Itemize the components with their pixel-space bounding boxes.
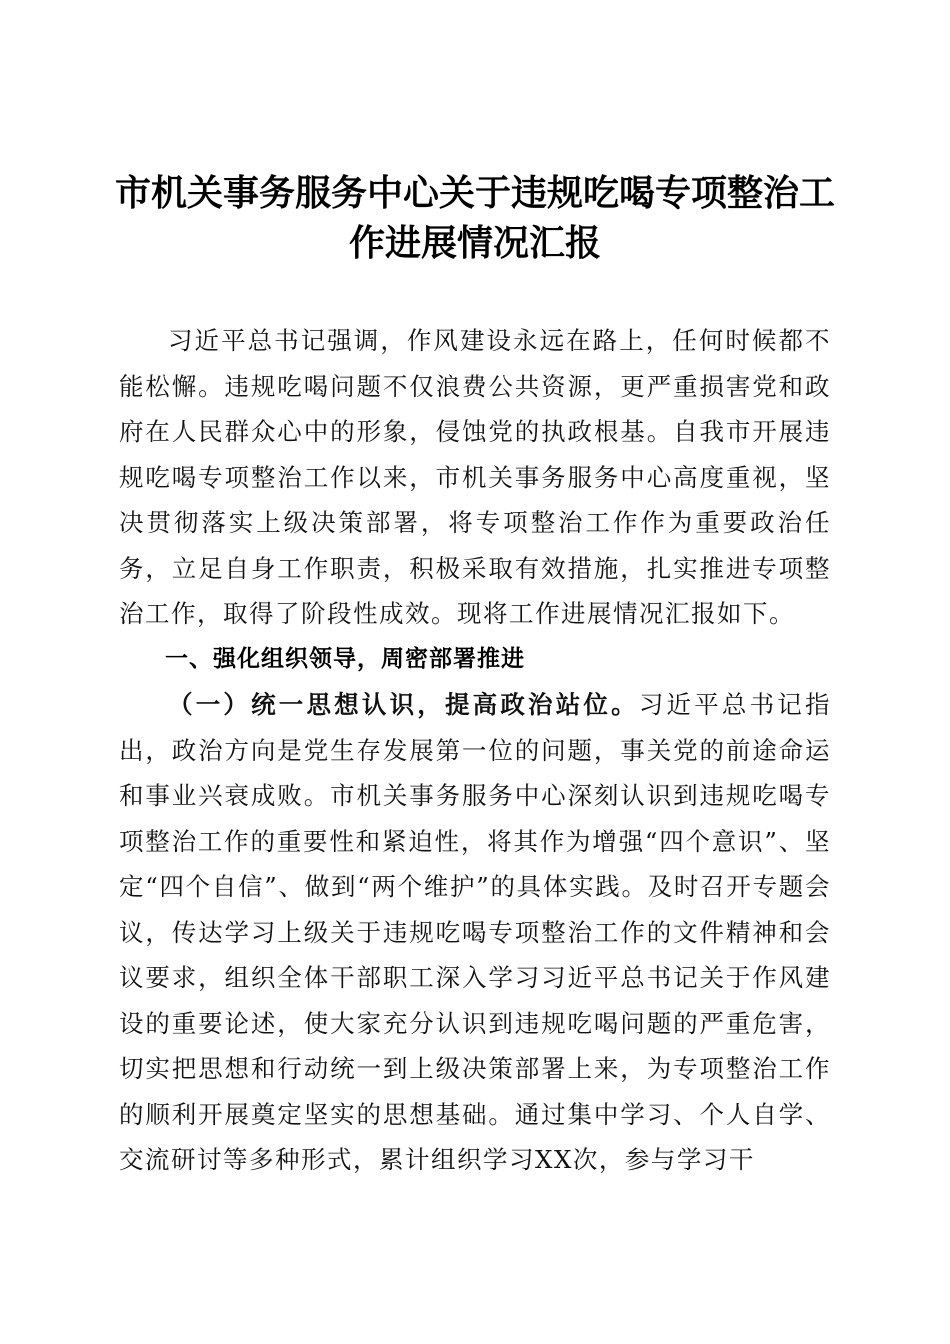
subheading-1: （一）统一思想认识，提高政治站位。 xyxy=(168,690,639,719)
intro-paragraph: 习近平总书记强调，作风建设永远在路上，任何时候都不能松懈。违规吃喝问题不仅浪费公共资源，更严重损害党和政府在人民群众心中的形象，侵蚀党的执政根基。自我市开展违规吃喝专项整治工作以来，市机关事务服务中心高度重视，坚决贯彻落实上级决策部署，将专项整治工作作为重要政治任务，立足自身工作职责，积极采取有效措施，扎实推进专项整治工作，取得了阶段性成效。现将工作进展情况汇报如下。 xyxy=(119,326,831,628)
document-body xyxy=(119,318,831,1183)
section-heading-1: 一、强化组织领导，周密部署推进 xyxy=(165,645,525,672)
section-1-text: 习近平总书记指出，政治方向是党生存发展第一位的问题，事关党的前途命运和事业兴衰成败。市机关事务服务中心深刻认识到违规吃喝专项整治工作的重要性和紧迫性，将其作为增强“四个意识”、坚定“四个自信”、做到“两个维护”的具体实践。及时召开专题会议，传达学习上级关于违规吃喝专项整治工作的文件精神和会议要求，组织全体干部职工深入学习习近平总书记关于作风建设的重要论述，使大家充分认识到违规吃喝问题的严重危害，切实把思想和行动统一到上级决策部署上来，为专项整治工作的顺利开展奠定坚实的思想基础。通过集中学习、个人自学、交流研讨等多种形式，累计组织学习XX次，参与学习干 xyxy=(119,690,832,1174)
title-line-2: 作进展情况汇报 xyxy=(348,222,601,264)
title-line-1: 市机关事务服务中心关于违规吃喝专项整治工 xyxy=(114,172,835,214)
section-1-paragraph xyxy=(119,682,831,1183)
document-title xyxy=(100,168,850,268)
